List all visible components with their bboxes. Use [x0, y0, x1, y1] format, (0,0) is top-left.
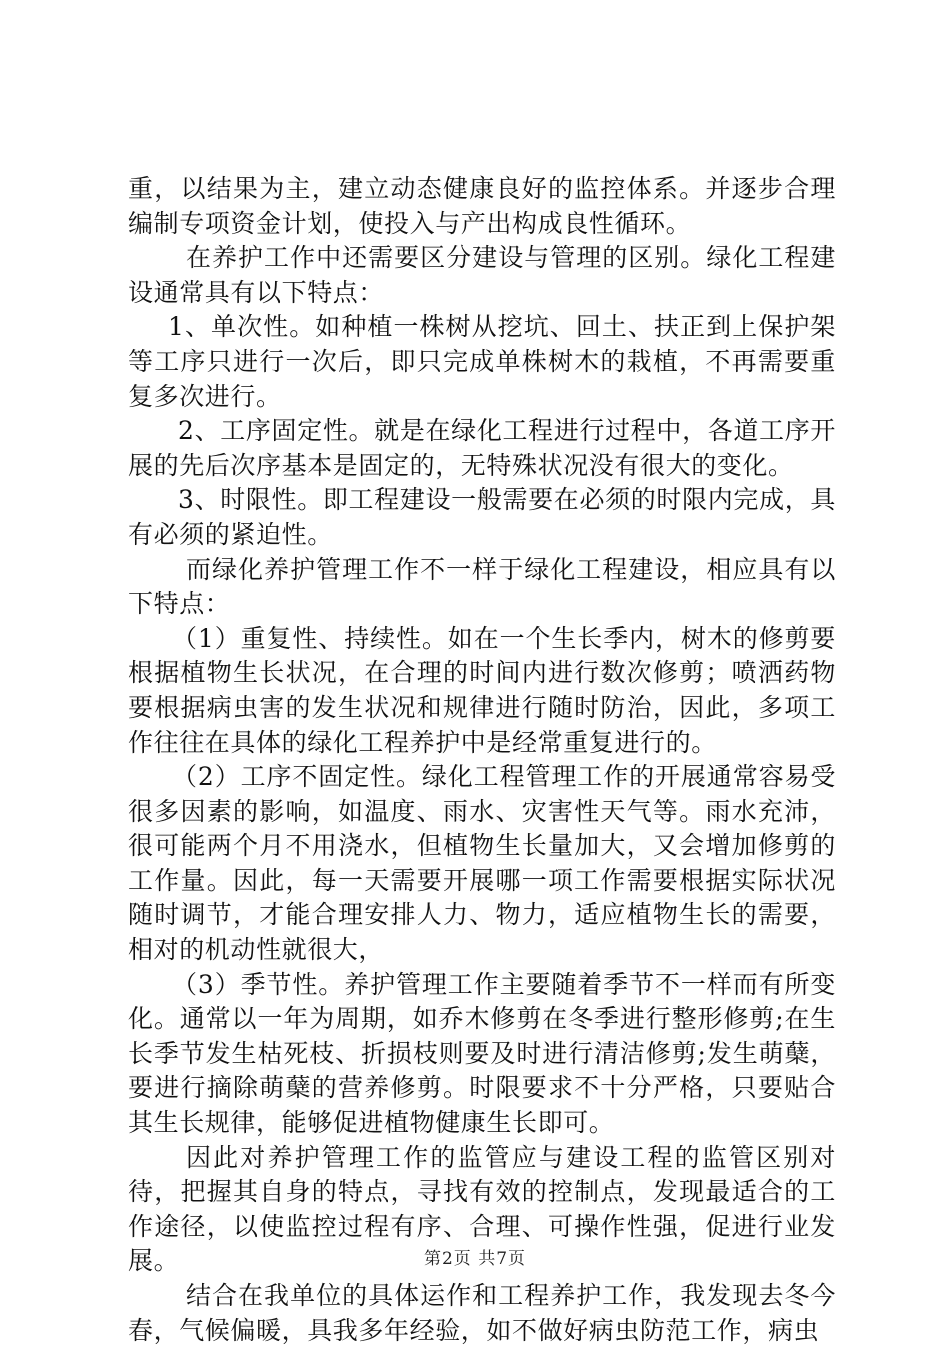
paragraph: 重，以结果为主，建立动态健康良好的监控体系。并逐步合理编制专项资金计划，使投入与产出构成良性循环。 — [128, 174, 836, 238]
paragraph: （1）重复性、持续性。如在一个生长季内，树木的修剪要根据植物生长状况，在合理的时间内进行数次修剪；喷洒药物要根据病虫害的发生状况和规律进行随时防治，因此，多项工作往往在具体的绿化工程养护中是经常重复进行的。 — [128, 623, 836, 757]
paragraph: （3）季节性。养护管理工作主要随着季节不一样而有所变化。通常以一年为周期，如乔木修剪在冬季进行整形修剪;在生长季节发生枯死枝、折损枝则要及时进行清洁修剪;发生萌蘖，要进行摘除萌蘖的营养修剪。时限要求不十分严格，只要贴合其生长规律，能够促进植物健康生长即可。 — [128, 969, 836, 1138]
paragraph: 而绿化养护管理工作不一样于绿化工程建设，相应具有以下特点： — [128, 554, 836, 619]
paragraph: 2、工序固定性。就是在绿化工程进行过程中，各道工序开展的先后次序基本是固定的，无特殊状况没有很大的变化。 — [128, 416, 836, 480]
paragraph: 1、单次性。如种植一株树从挖坑、回土、扶正到上保护架等工序只进行一次后，即只完成单株树木的栽植，不再需要重复多次进行。 — [128, 312, 836, 411]
document-body — [128, 172, 836, 1348]
paragraph: 3、时限性。即工程建设一般需要在必须的时限内完成，具有必须的紧迫性。 — [128, 485, 836, 549]
paragraph: 在养护工作中还需要区分建设与管理的区别。绿化工程建设通常具有以下特点： — [128, 243, 836, 307]
paragraph: 因此对养护管理工作的监管应与建设工程的监管区别对待，把握其自身的特点，寻找有效的控制点，发现最适合的工作途径，以使监控过程有序、合理、可操作性强，促进行业发展。 — [128, 1142, 836, 1276]
paragraph: （2）工序不固定性。绿化工程管理工作的开展通常容易受很多因素的影响，如温度、雨水、灾害性天气等。雨水充沛，很可能两个月不用浇水，但植物生长量加大，又会增加修剪的工作量。因此，每一天需要开展哪一项工作需要根据实际状况随时调节，才能合理安排人力、物力，适应植物生长的需要，相对的机动性就很大， — [128, 762, 836, 965]
paragraph: 结合在我单位的具体运作和工程养护工作，我发现去冬今春，气候偏暖，具我多年经验，如不做好病虫防范工作，病虫 — [128, 1281, 836, 1345]
page-footer: 第2页 共7页 — [423, 1249, 527, 1269]
